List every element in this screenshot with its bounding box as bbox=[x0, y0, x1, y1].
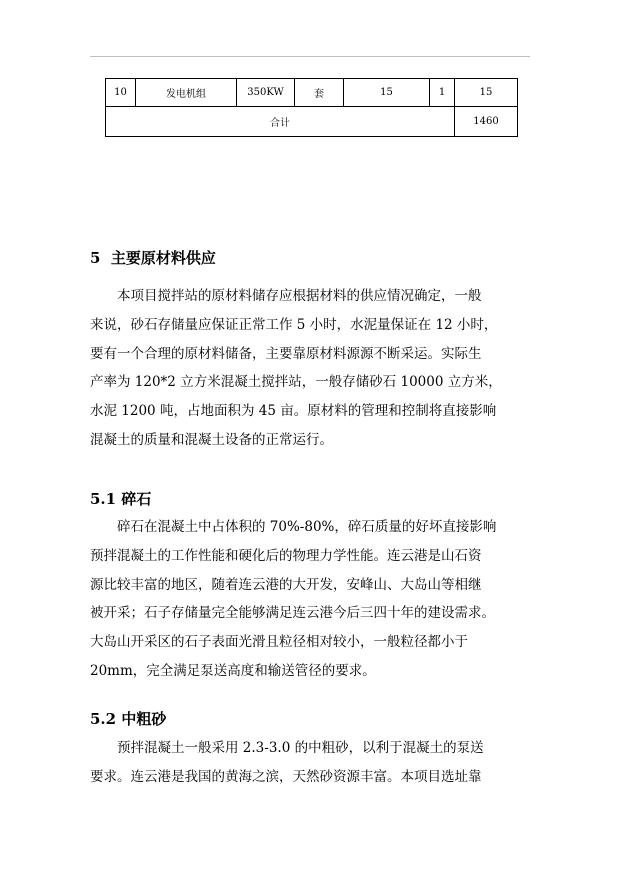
paragraph-line: 产率为 120*2 立方米混凝土搅拌站，一般存储砂石 10000 立方米， bbox=[90, 374, 502, 391]
table-total-row bbox=[106, 107, 518, 137]
paragraph-line: 预拌混凝土一般采用 2.3-3.0 的中粗砂，以利于混凝土的泵送 bbox=[90, 740, 484, 756]
paragraph-line: 大岛山开采区的石子表面光滑且粒径相对较小，一般粒径都小于 bbox=[90, 634, 468, 651]
total-label: 合计 bbox=[106, 107, 455, 137]
cell-unit: 套 bbox=[295, 79, 344, 107]
table-row bbox=[106, 79, 518, 107]
cell-qty: 1 bbox=[430, 79, 455, 107]
section-title: 中粗砂 bbox=[121, 710, 167, 728]
section-5-2-body bbox=[90, 734, 530, 792]
paragraph-line: 源比较丰富的地区，随着连云港的大开发，安峰山、大岛山等相继 bbox=[90, 576, 482, 593]
section-number: 5 bbox=[90, 249, 101, 267]
paragraph-line: 被开采；石子存储量完全能够满足连云港今后三四十年的建设需求。 bbox=[90, 605, 495, 622]
cell-amount: 15 bbox=[455, 79, 518, 107]
total-value: 1460 bbox=[455, 107, 518, 137]
section-5-body bbox=[90, 282, 530, 455]
equipment-table bbox=[105, 78, 518, 137]
page-header-rule bbox=[90, 56, 530, 57]
section-title: 碎石 bbox=[121, 490, 152, 508]
section-5-1-heading bbox=[90, 488, 151, 509]
section-5-2-heading bbox=[90, 708, 166, 729]
paragraph-line: 20mm，完全满足泵送高度和输送管径的要求。 bbox=[90, 662, 376, 679]
cell-name: 发电机组 bbox=[136, 79, 237, 107]
paragraph-line: 预拌混凝土的工作性能和硬化后的物理力学性能。连云港是山石资 bbox=[90, 547, 482, 564]
cell-index: 10 bbox=[106, 79, 136, 107]
paragraph-line: 碎石在混凝土中占体积的 70%-80%，碎石质量的好坏直接影响 bbox=[90, 519, 497, 535]
section-title: 主要原材料供应 bbox=[110, 249, 216, 267]
section-5-heading bbox=[90, 247, 216, 268]
paragraph-line: 来说，砂石存储量应保证正常工作 5 小时，水泥量保证在 12 小时， bbox=[90, 316, 498, 333]
paragraph-line: 本项目搅拌站的原材料储存应根据材料的供应情况确定，一般 bbox=[90, 288, 482, 304]
paragraph-line: 要有一个合理的原材料储备，主要靠原材料源源不断采运。实际生 bbox=[90, 345, 482, 362]
paragraph-line: 水泥 1200 吨，占地面积为 45 亩。原材料的管理和控制将直接影响 bbox=[90, 403, 497, 420]
paragraph-line: 要求。连云港是我国的黄海之滨，天然砂资源丰富。本项目选址靠 bbox=[90, 768, 482, 785]
section-5-1-body bbox=[90, 513, 530, 686]
cell-spec: 350KW bbox=[237, 79, 295, 107]
cell-price: 15 bbox=[344, 79, 430, 107]
section-number: 5.1 bbox=[90, 490, 117, 508]
section-number: 5.2 bbox=[90, 710, 117, 728]
paragraph-line: 混凝土的质量和混凝土设备的正常运行。 bbox=[90, 431, 333, 448]
